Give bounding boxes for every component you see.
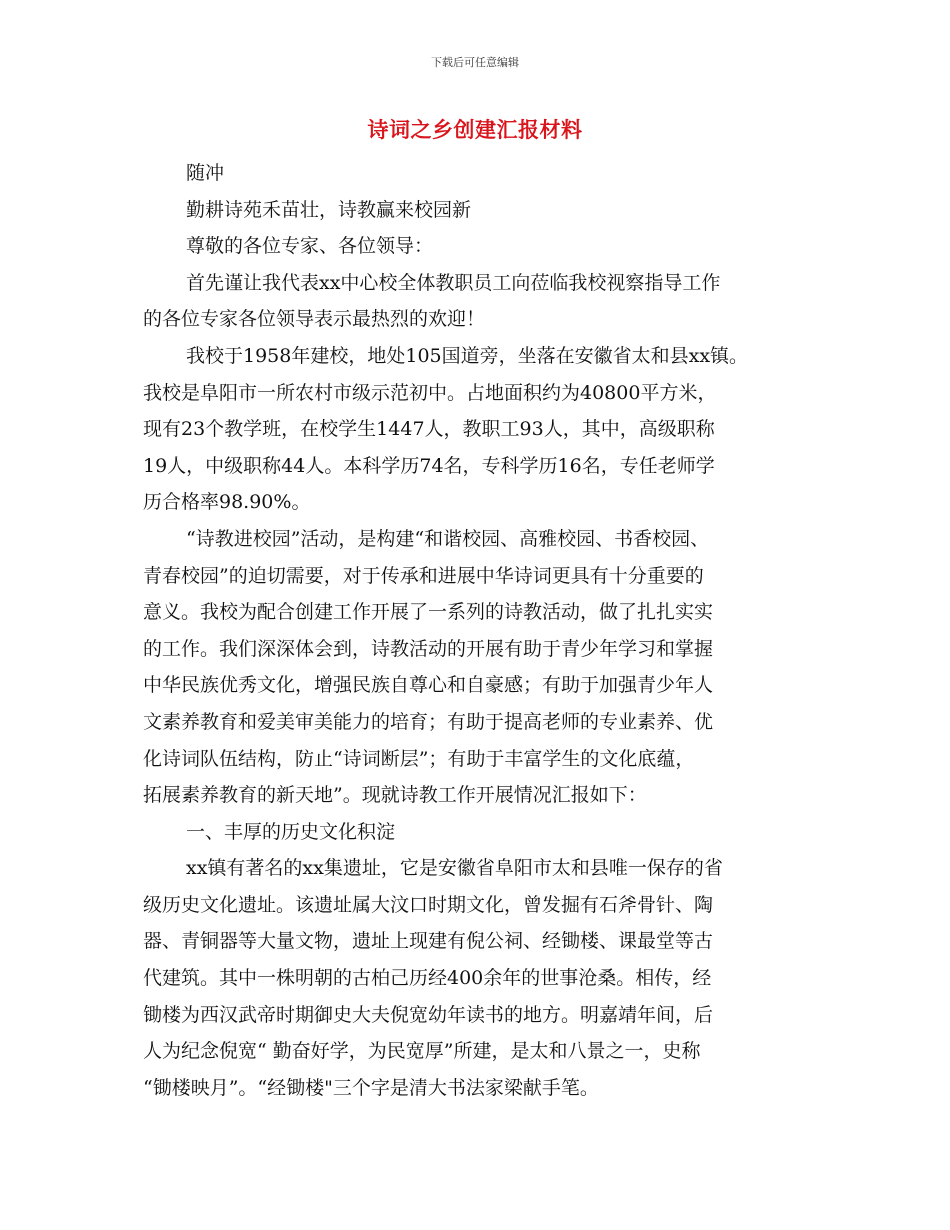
body-line: 勤耕诗苑禾苗壮，诗教赢来校园新 — [186, 198, 472, 221]
body-line: 化诗词队伍结构，防止“诗词断层”；有助于丰富学生的文化底蕴， — [143, 747, 695, 770]
document-body — [143, 155, 833, 1106]
body-line: 历合格率98.90%。 — [143, 491, 311, 514]
body-line: 的各位专家各位领导表示最热烈的欢迎！ — [143, 308, 486, 331]
body-line: 拓展素养教育的新天地”。现就诗教工作开展情况汇报如下： — [143, 784, 647, 807]
document-title: 诗词之乡创建汇报材料 — [367, 117, 583, 142]
body-line: 中华民族优秀文化，增强民族自尊心和自豪感；有助于加强青少年人 — [143, 674, 714, 697]
body-line: 随冲 — [186, 162, 225, 184]
body-line: 我校是阜阳市一所农村市级示范初中。占地面积约为40800平方米， — [143, 381, 717, 404]
body-line: 19人，中级职称44人。本科学历74名，专科学历16名，专任老师学 — [143, 454, 715, 477]
body-line: 锄楼为西汉武帝时期御史大夫倪宽幼年读书的地方。明嘉靖年间，后 — [143, 1003, 714, 1026]
body-line: 一、丰厚的历史文化积淀 — [186, 820, 396, 843]
body-line: 器、青铜器等大量文物，遗址上现建有倪公祠、经锄楼、课最堂等古 — [143, 930, 714, 953]
body-line: 意义。我校为配合创建工作开展了一系列的诗教活动，做了扎扎实实 — [143, 601, 714, 624]
body-line: 的工作。我们深深体会到，诗教活动的开展有助于青少年学习和掌握 — [143, 637, 714, 660]
page-header-note: 下载后可任意编辑 — [431, 56, 519, 69]
body-line: 代建筑。其中一株明朝的古柏己历经400余年的世事沧桑。相传，经 — [143, 967, 712, 990]
body-line: 首先谨让我代表xx中心校全体教职员工向莅临我校视察指导工作 — [186, 271, 721, 294]
body-line: 我校于1958年建校，地处105国道旁，坐落在安徽省太和县xx镇。 — [186, 344, 749, 367]
body-line: “诗教进校园”活动，是构建“和谐校园、高雅校园、书香校园、 — [186, 527, 710, 550]
body-line: 级历史文化遗址。该遗址属大汶口时期文化，曾发掘有石斧骨针、陶 — [143, 893, 714, 916]
body-line: 青春校园”的迫切需要，对于传承和进展中华诗词更具有十分重要的 — [143, 564, 704, 587]
body-line: 文素养教育和爱美审美能力的培育；有助于提高老师的专业素养、优 — [143, 710, 714, 733]
body-line: xx镇有著名的xx集遗址，它是安徽省阜阳市太和县唯一保存的省 — [186, 857, 723, 880]
body-line: “锄楼映月”。“经锄楼"三个字是清大书法家梁献手笔。 — [143, 1076, 599, 1099]
body-line: 尊敬的各位专家、各位领导： — [186, 235, 434, 258]
body-line: 现有23个教学班，在校学生1447人，教职工93人，其中，高级职称 — [143, 418, 715, 441]
body-line: 人为纪念倪宽“ 勤奋好学，为民宽厚”所建，是太和八景之一，史称 — [143, 1040, 701, 1063]
